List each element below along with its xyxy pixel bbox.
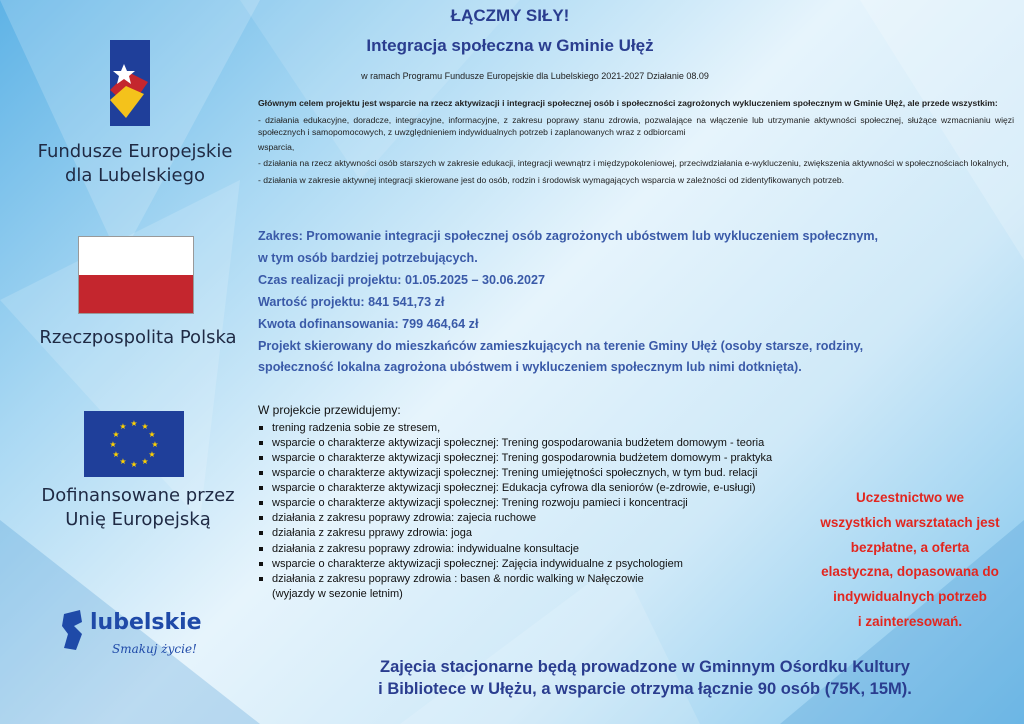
- poland-flag: [78, 236, 194, 314]
- plan-list: [258, 421, 818, 602]
- list-item-continuation: (wyjazdy w sezonie letnim): [272, 587, 403, 600]
- eu-flag: [84, 411, 184, 477]
- list-item: trening radzenia sobie ze stresem,: [258, 421, 818, 436]
- page-title-line2: Integracja społeczna w Gminie Ułęż: [366, 36, 654, 55]
- lubelskie-name: lubelskie: [90, 610, 202, 635]
- list-item: wsparcie o charakterze aktywizacji społecznej: Trening gospodarownia budżetem domowym - praktyka: [258, 451, 818, 466]
- target-line-1: Projekt skierowany do mieszkańców zamieszkujących na terenie Gminy Ułęż (osoby starsze, rodziny,: [258, 338, 864, 353]
- cofinancing-amount: Kwota dofinansowania: 799 464,64 zł: [258, 316, 479, 331]
- svg-text:★: ★: [130, 460, 138, 469]
- fe-label-line2: dla Lubelskiego: [64, 164, 206, 186]
- note-line: wszystkich warsztatach jest: [820, 514, 1000, 530]
- plan-title: W projekcie przewidujemy:: [258, 403, 401, 417]
- goal-intro: Głównym celem projektu jest wsparcie na rzecz aktywizacji i integracji społecznej osób i społeczności zagrożonych wykluczeniem społecznym w Gminie Ułęż, ale przede wszystkim:: [258, 98, 998, 108]
- list-item: wsparcie o charakterze aktywizacji społecznej: Trening umiejętności społecznych, w tym bud. relacji: [258, 466, 818, 481]
- svg-text:★: ★: [141, 422, 149, 431]
- participation-note: [790, 486, 1024, 635]
- project-value: Wartość projektu: 841 541,73 zł: [258, 294, 445, 309]
- svg-text:★: ★: [130, 419, 138, 428]
- scope-line-2: w tym osób bardziej potrzebujących.: [258, 250, 478, 265]
- svg-text:★: ★: [119, 457, 127, 466]
- svg-text:★: ★: [112, 450, 120, 459]
- fe-label-line1: Fundusze Europejskie: [37, 141, 233, 162]
- project-goal: [258, 98, 1014, 192]
- list-item: wsparcie o charakterze aktywizacji społecznej: Trening rozwoju pamieci i koncentracji: [258, 496, 818, 511]
- svg-text:★: ★: [112, 430, 120, 439]
- svg-text:★: ★: [148, 430, 156, 439]
- list-item: działania z zakresu poprawy zdrowia : basen & nordic walking w Nałęczowie: [258, 572, 818, 587]
- program-subtitle: w ramach Programu Fundusze Europejskie dla Lubelskiego 2021-2027 Działanie 08.09: [361, 71, 709, 81]
- goal-point-2: - działania na rzecz aktywności osób starszych w zakresie edukacji, integracji wewnątrz i międzypokoleniowej, przeciwdziałania e-wykluczeniu, zwiększenia aktywności w społecznościach lokalnych,: [258, 158, 1009, 169]
- svg-text:★: ★: [151, 440, 159, 449]
- scope-line-1: Zakres: Promowanie integracji społecznej osób zagrożonych ubóstwem lub wykluczeniem społecznym,: [258, 229, 879, 243]
- fundusze-europejskie-label: [20, 140, 250, 188]
- svg-text:★: ★: [109, 440, 117, 449]
- list-item: działania z zakresu poprawy zdrowia: zajecia ruchowe: [258, 511, 818, 526]
- svg-text:★: ★: [148, 450, 156, 459]
- footer-line-2: i Bibliotece w Ułężu, a wsparcie otrzyma łącznie 90 osób (75K, 15M).: [378, 680, 912, 699]
- svg-text:★: ★: [141, 457, 149, 466]
- svg-text:★: ★: [119, 422, 127, 431]
- goal-point-3: - działania w zakresie aktywnej integracji skierowane jest do osób, rodzin i środowisk wymagających wsparcia w zależności od zidentyfikowanych potrzeb.: [258, 175, 845, 186]
- note-line: bezpłatne, a oferta: [850, 539, 970, 555]
- project-period: Czas realizacji projektu: 01.05.2025 – 30.06.2027: [258, 272, 546, 287]
- page-title-line1: ŁĄCZMY SIŁY!: [450, 6, 570, 25]
- project-info: [258, 226, 998, 379]
- list-item: wsparcie o charakterze aktywizacji społecznej: Edukacja cyfrowa dla seniorów (e-zdrowie, e-usługi): [258, 481, 818, 496]
- goal-point-1-cont: wsparcia,: [258, 141, 295, 152]
- lubelskie-slogan: Smakuj życie!: [112, 642, 197, 656]
- list-item: działania z zakresu poprawy zdrowia: indywidualne konsultacje: [258, 542, 818, 557]
- note-line: elastyczna, dopasowana do: [821, 564, 999, 580]
- note-line: indywidualnych potrzeb: [833, 589, 987, 605]
- lubelskie-emblem-icon: [60, 608, 86, 654]
- note-line: i zainteresowań.: [857, 614, 963, 630]
- footer-line-1: Zajęcia stacjonarne będą prowadzone w Gminnym Ośordku Kultury: [380, 658, 910, 676]
- list-item: działania z zakresu pprawy zdrowia: joga: [258, 526, 818, 541]
- flag-red-stripe: [79, 275, 193, 313]
- note-line: Uczestnictwo we: [855, 490, 965, 505]
- goal-point-1: - działania edukacyjne, doradcze, integracyjne, informacyjne, z zakresu poprawy stanu zdrowia, pozwalające na włączenie lub utrzymanie aktywności społecznej, służące wzmacnianiu więzi społecznych i samopomocowych, z uwzględnieniem indywidualnych potrzeb i zaplanowanych wraz z odbiorcami: [258, 114, 1014, 137]
- lubelskie-logo: [60, 606, 230, 666]
- eu-label-line2: Unię Europejską: [65, 508, 211, 530]
- rzeczpospolita-polska-label: Rzeczpospolita Polska: [39, 327, 237, 348]
- eu-label: [18, 484, 258, 532]
- footer-note: [245, 656, 1024, 701]
- target-line-2: społeczność lokalna zagrożona ubóstwem i wykluczeniem społecznym lub nimi dotknięta).: [258, 360, 802, 375]
- list-item: wsparcie o charakterze aktywizacji społecznej: Trening gospodarowania budżetem domowym - teoria: [258, 436, 818, 451]
- list-item: wsparcie o charakterze aktywizacji społecznej: Zajęcia indywidualne z psychologiem: [258, 557, 818, 572]
- eu-label-line1: Dofinansowane przez: [41, 485, 235, 506]
